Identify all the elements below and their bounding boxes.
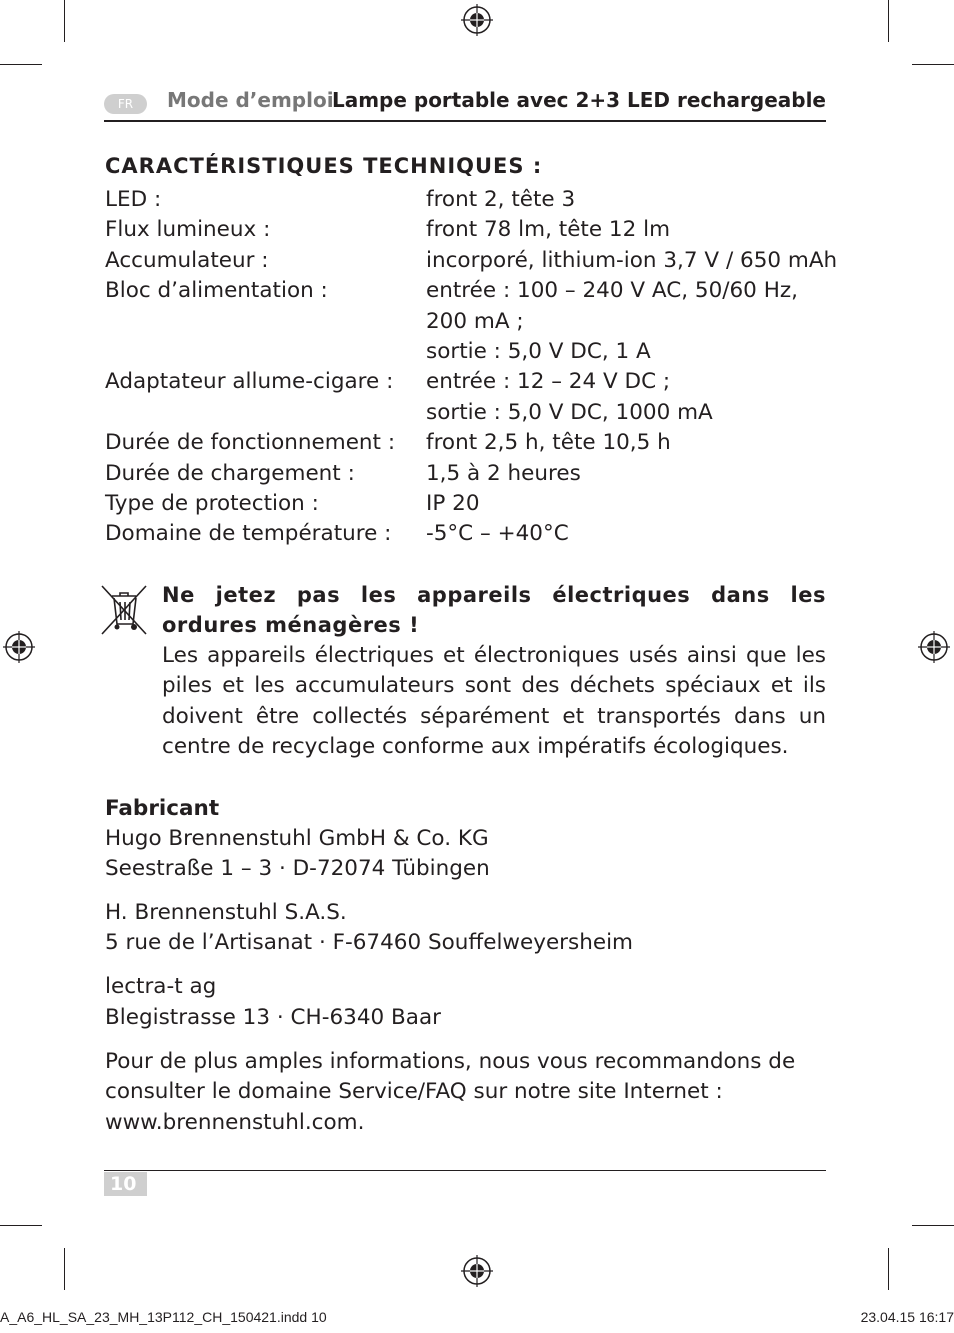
header-divider — [104, 120, 826, 122]
spec-value: 200 mA ; — [426, 308, 524, 334]
spec-label: Flux lumineux : — [105, 217, 271, 243]
specs-heading: CARACTÉRISTIQUES TECHNIQUES : — [105, 154, 543, 178]
spec-row — [105, 246, 838, 276]
footer-divider — [104, 1170, 826, 1171]
spec-row — [105, 459, 835, 489]
spec-label: Adaptateur allume-cigare : — [105, 369, 394, 395]
crop-mark — [888, 1248, 889, 1290]
spec-label: Type de protection : — [105, 491, 319, 517]
spec-label: LED : — [105, 187, 162, 212]
spec-row — [105, 367, 835, 397]
info-text-line: consulter le domaine Service/FAQ sur notre site Internet : — [105, 1079, 723, 1104]
manufacturer-heading: Fabricant — [105, 796, 220, 821]
spec-label — [105, 398, 426, 428]
spec-row — [105, 398, 835, 428]
registration-mark-icon — [3, 631, 35, 663]
spec-label: Durée de fonctionnement : — [105, 430, 396, 456]
spec-label — [105, 307, 426, 337]
spec-label — [105, 337, 426, 367]
spec-value: sortie : 5,0 V DC, 1000 mA — [426, 399, 713, 425]
crop-mark — [912, 1225, 954, 1226]
spec-row — [105, 337, 835, 367]
spec-label: Bloc d’alimentation : — [105, 278, 328, 304]
crossed-out-wheelie-bin-icon — [98, 582, 150, 638]
language-badge: FR — [104, 94, 147, 114]
registration-mark-icon — [918, 631, 950, 663]
info-text-line: Pour de plus amples informations, nous vous recommandons de — [105, 1049, 796, 1074]
spec-row — [105, 428, 835, 458]
spec-row — [105, 519, 835, 549]
spec-value: 1,5 à 2 heures — [426, 460, 581, 486]
disposal-warning-title: Ne jetez pas les appareils électriques dans les ordures ménagères ! — [162, 583, 826, 638]
distributor-ch-address: Blegistrasse 13 · CH-6340 Baar — [105, 1005, 441, 1030]
spec-value: sortie : 5,0 V DC, 1 A — [426, 339, 651, 365]
spec-value: -5°C – +40°C — [426, 521, 569, 547]
spec-value: incorporé, lithium-ion 3,7 V / 650 mAh — [426, 247, 838, 273]
manufacturer-name: Hugo Brennenstuhl GmbH & Co. KG — [105, 826, 489, 851]
spec-value: front 2, tête 3 — [426, 187, 576, 212]
spec-label: Accumulateur : — [105, 247, 269, 273]
specs-table — [105, 185, 838, 550]
crop-mark — [0, 1225, 42, 1226]
spec-row — [105, 307, 835, 337]
crop-mark — [912, 64, 954, 65]
registration-mark-icon — [461, 4, 493, 36]
website-link[interactable]: www.brennenstuhl.com. — [105, 1110, 365, 1135]
spec-label: Domaine de température : — [105, 521, 392, 547]
distributor-fr-name: H. Brennenstuhl S.A.S. — [105, 900, 347, 925]
distributor-fr-address: 5 rue de l’Artisanat · F-67460 Souffelweyersheim — [105, 930, 633, 955]
page-number: 10 — [104, 1172, 147, 1196]
spec-value: IP 20 — [426, 491, 480, 517]
spec-value: entrée : 12 – 24 V DC ; — [426, 369, 671, 395]
distributor-ch-name: lectra-t ag — [105, 974, 217, 999]
crop-mark — [0, 64, 42, 65]
header-section-title: Mode d’emploi — [167, 88, 334, 112]
spec-row — [105, 489, 835, 519]
print-slug-date: 23.04.15 16:17 — [860, 1309, 954, 1325]
manufacturer-address: Seestraße 1 – 3 · D-72074 Tübingen — [105, 856, 490, 881]
registration-mark-icon — [461, 1255, 493, 1287]
crop-mark — [888, 0, 889, 42]
spec-row — [105, 215, 835, 245]
spec-row — [105, 185, 835, 215]
spec-value: front 78 lm, tête 12 lm — [426, 217, 671, 243]
spec-label: Durée de chargement : — [105, 460, 355, 486]
crop-mark — [64, 1248, 65, 1290]
header-product-title: Lampe portable avec 2+3 LED rechargeable — [331, 88, 826, 112]
spec-value: front 2,5 h, tête 10,5 h — [426, 430, 671, 456]
disposal-warning-text: Les appareils électriques et électroniques usés ainsi que les piles et les accumulateurs sont des déchets spéciaux et ils doivent être collectés séparément et transportés dans un centre de recyclage conforme aux impératifs écologiques. — [162, 643, 826, 760]
spec-row — [105, 276, 835, 306]
crop-mark — [64, 0, 65, 42]
print-slug-file: A_A6_HL_SA_23_MH_13P112_CH_150421.indd 10 — [0, 1309, 327, 1325]
spec-value: entrée : 100 – 240 V AC, 50/60 Hz, — [426, 278, 798, 304]
